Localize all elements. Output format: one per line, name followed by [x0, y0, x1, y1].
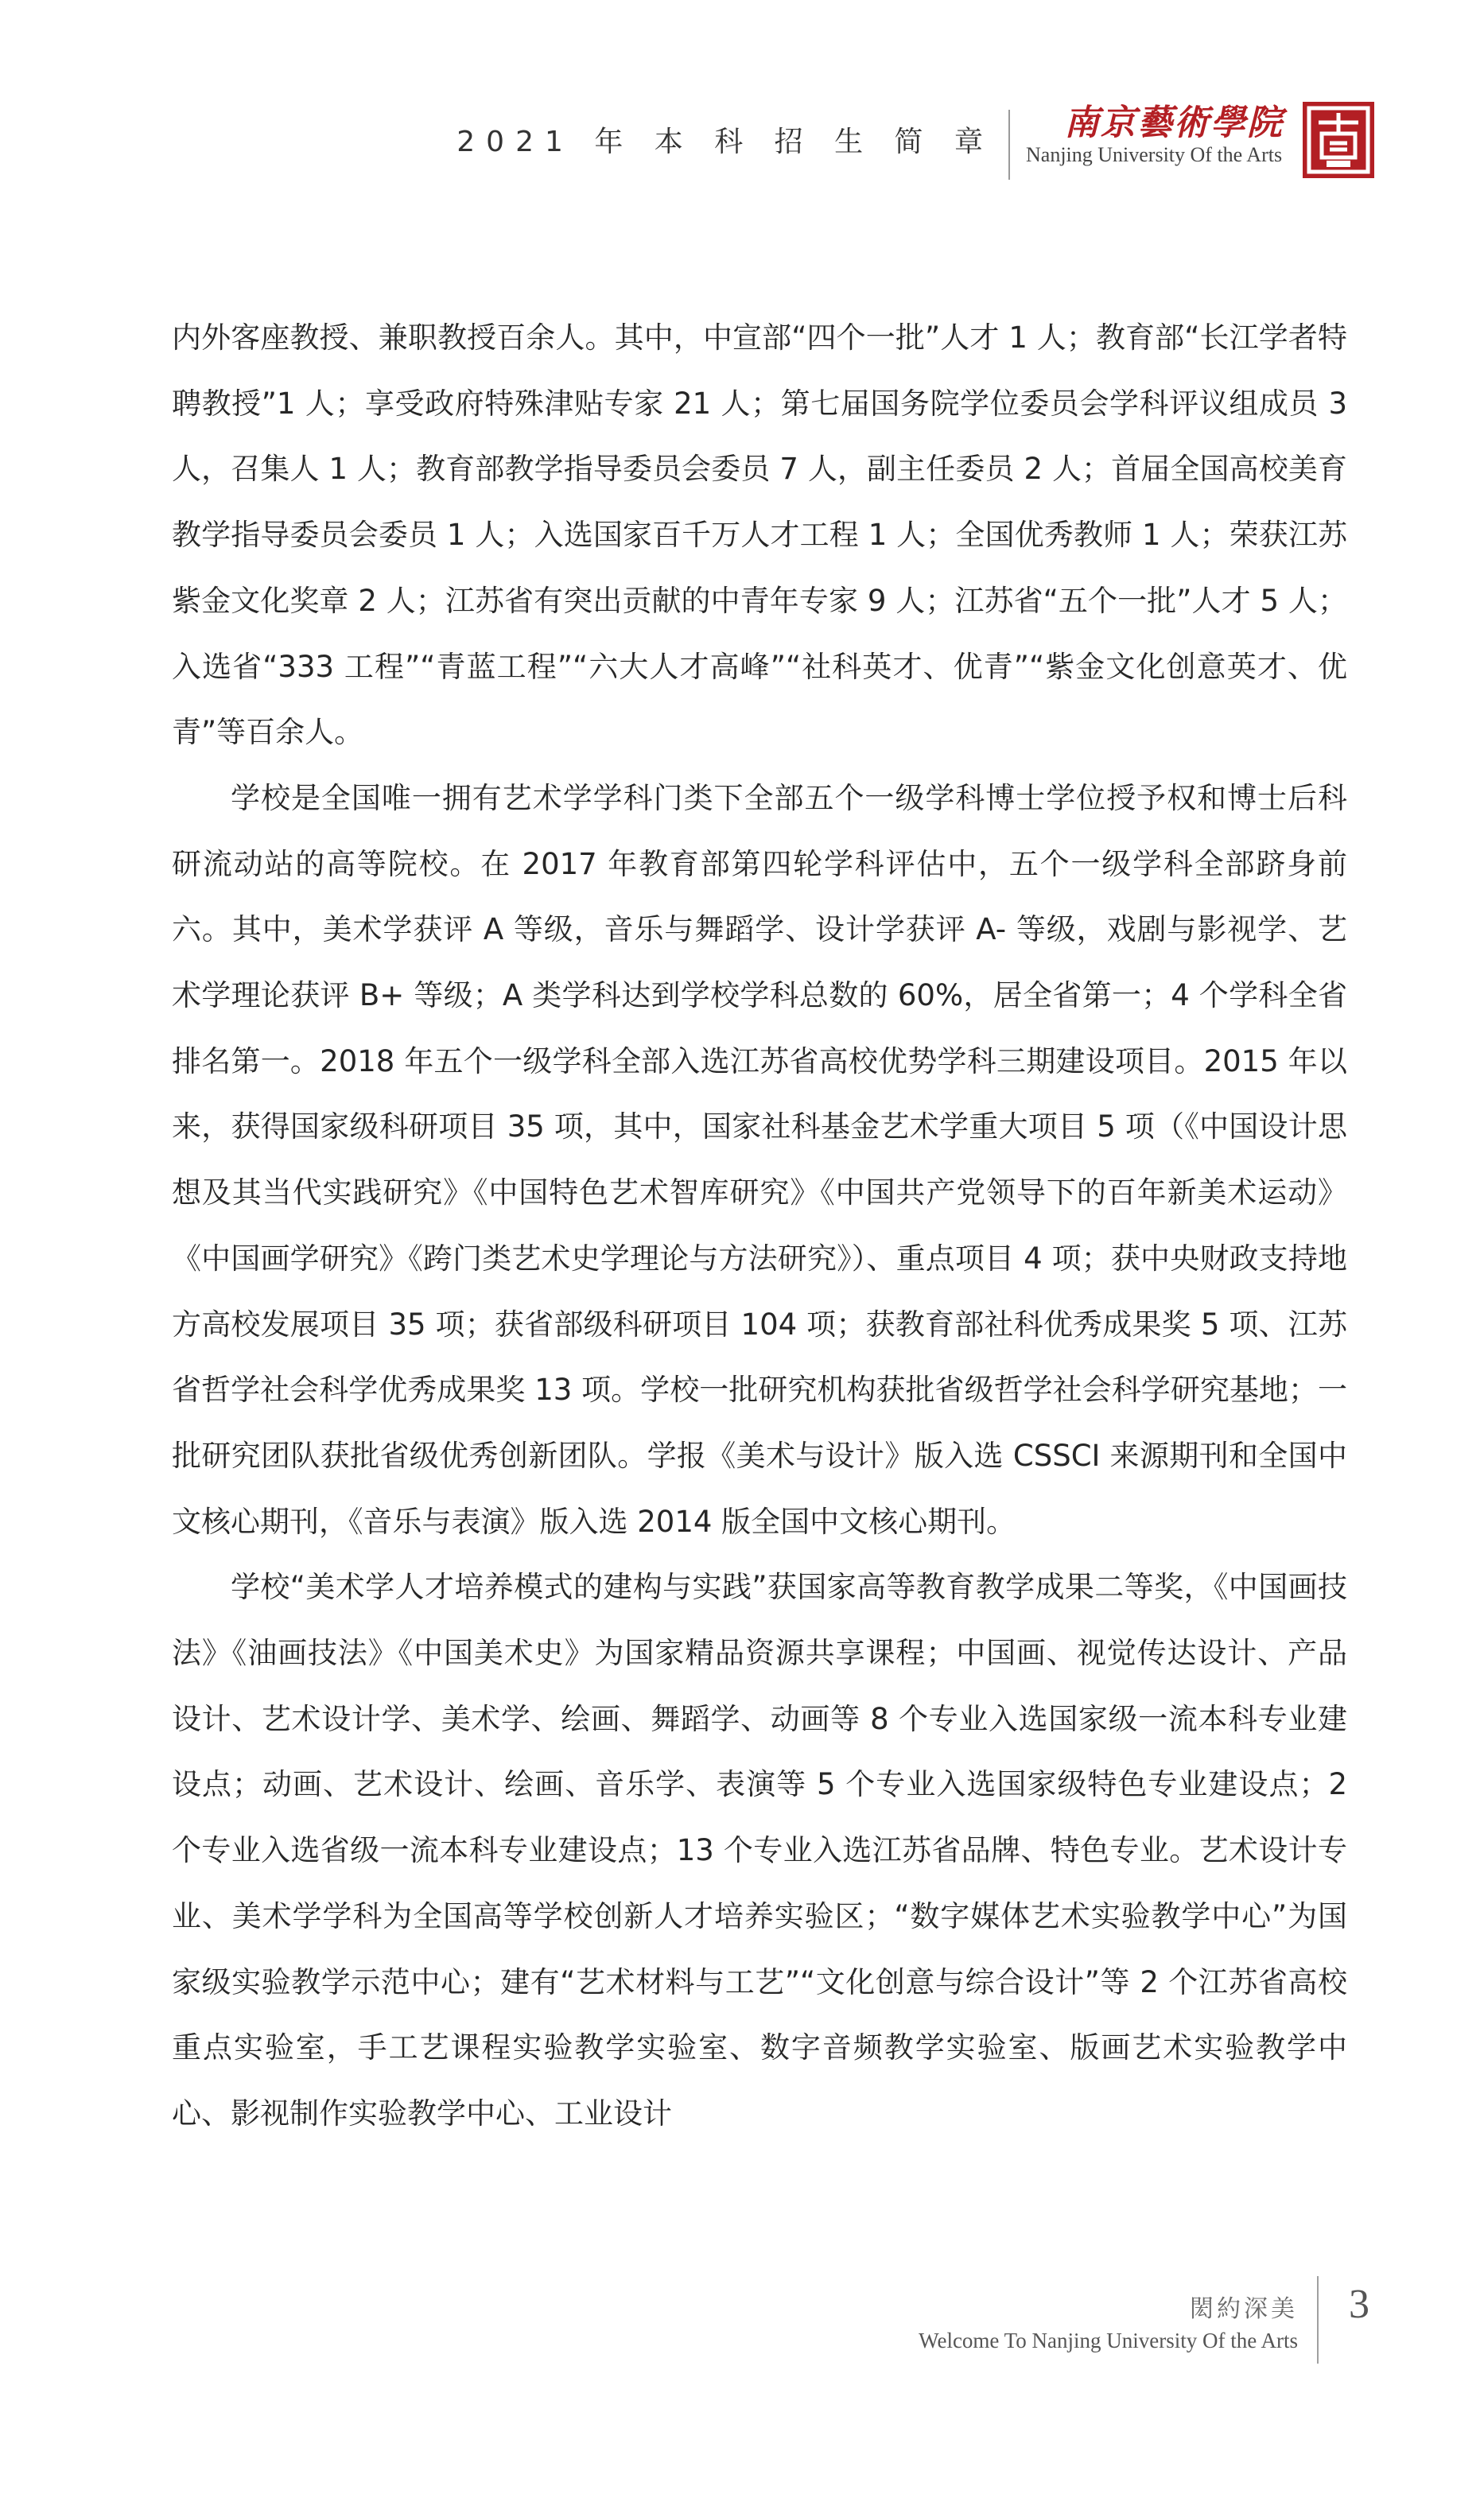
header-title: 2021 年 本 科 招 生 简 章 — [456, 126, 994, 158]
paragraph-faculty: 内外客座教授、兼职教授百余人。其中，中宣部“四个一批”人才 1 人；教育部“长江学者特聘教授”1 人；享受政府特殊津贴专家 21 人；第七届国务院学位委员会学科评议组成员 3 人，召集人 1 人；教育部教学指导委员会委员 7 人，副主任委员 2 人；首届全国高校美育教学指导委员会委员 1 人；入选国家百千万人才工程 1 人；全国优秀教师 1 人；荣获江苏紫金文化奖章 2 人；江苏省有突出贡献的中青年专家 9 人；江苏省“五个一批”人才 5 人；入选省“333 工程”“青蓝工程”“六大人才高峰”“社科英才、优青”“紫金文化创意英才、优青”等百余人。 — [172, 321, 1347, 750]
footer-slogan: 閎約深美 — [1190, 2295, 1298, 2323]
main-body-text — [172, 305, 1347, 2147]
university-name-en: Nanjing University Of the Arts — [1026, 143, 1283, 166]
footer-tagline: Welcome To Nanjing University Of the Arts — [919, 2329, 1298, 2352]
paragraph-disciplines: 学校是全国唯一拥有艺术学学科门类下全部五个一级学科博士学位授予权和博士后科研流动站的高等院校。在 2017 年教育部第四轮学科评估中，五个一级学科全部跻身前六。其中，美术学获评 A 等级，音乐与舞蹈学、设计学获评 A- 等级，戏剧与影视学、艺术学理论获评 B+ 等级；A 类学科达到学校学科总数的 60%，居全省第一；4 个学科全省排名第一。2018 年五个一级学科全部入选江苏省高校优势学科三期建设项目。2015 年以来，获得国家级科研项目 35 项，其中，国家社科基金艺术学重大项目 5 项（《中国设计思想及其当代实践研究》《中国特色艺术智库研究》《中国共产党领导下的百年新美术运动》《中国画学研究》《跨门类艺术史学理论与方法研究》）、重点项目 4 项；获中央财政支持地方高校发展项目 35 项；获省部级科研项目 104 项；获教育部社科优秀成果奖 5 项、江苏省哲学社会科学优秀成果奖 13 项。学校一批研究机构获批省级哲学社会科学研究基地；一批研究团队获批省级优秀创新团队。学报《美术与设计》版入选 CSSCI 来源期刊和全国中文核心期刊，《音乐与表演》版入选 2014 版全国中文核心期刊。 — [172, 780, 1347, 1539]
paragraph-teaching: 学校“美术学人才培养模式的建构与实践”获国家高等教育教学成果二等奖，《中国画技法》《油画技法》《中国美术史》为国家精品资源共享课程；中国画、视觉传达设计、产品设计、艺术设计学、美术学、绘画、舞蹈学、动画等 8 个专业入选国家级一流本科专业建设点；动画、艺术设计、绘画、音乐学、表演等 5 个专业入选国家级特色专业建设点；2 个专业入选省级一流本科专业建设点；13 个专业入选江苏省品牌、特色专业。艺术设计专业、美术学学科为全国高等学校创新人才培养实验区；“数字媒体艺术实验教学中心”为国家级实验教学示范中心；建有“艺术材料与工艺”“文化创意与综合设计”等 2 个江苏省高校重点实验室，手工艺课程实验教学实验室、数字音频教学实验室、版画艺术实验教学中心、影视制作实验教学中心、工业设计 — [172, 1570, 1347, 2131]
page-header — [0, 0, 1484, 191]
university-logo-text: 南京藝術學院 — [1064, 103, 1284, 143]
header-divider — [1008, 110, 1010, 180]
page-number: 3 — [1349, 2282, 1369, 2327]
footer-divider — [1317, 2276, 1319, 2364]
university-seal-icon — [1303, 102, 1374, 178]
